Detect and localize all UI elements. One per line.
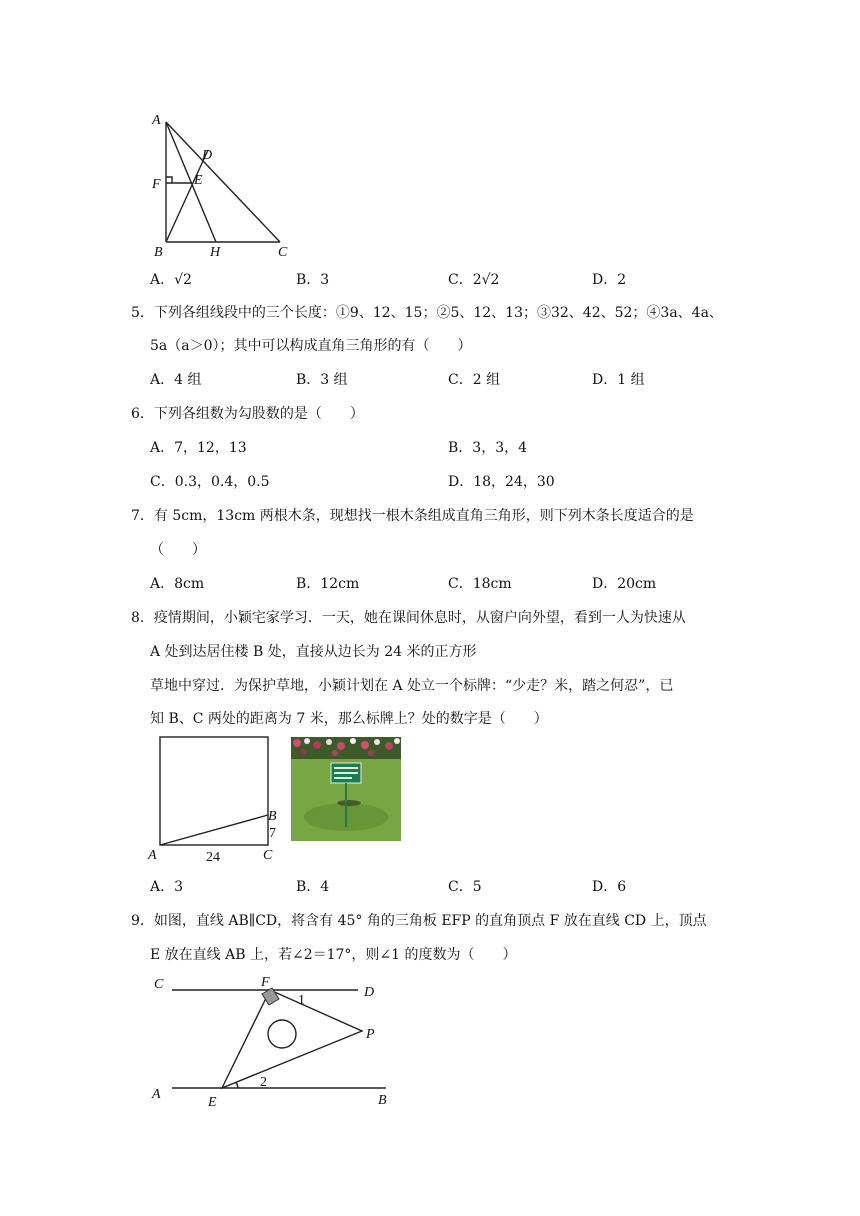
q4-label-D: D bbox=[202, 148, 213, 163]
q6-option-c[interactable]: C．0.3，0.4，0.5 bbox=[150, 474, 270, 490]
q8-label-B: B bbox=[268, 809, 277, 824]
q9-angle-1: 1 bbox=[298, 993, 305, 1008]
q8-stem-line2: A 处到达居住楼 B 处，直接从边长为 24 米的正方形 bbox=[150, 644, 477, 660]
q5-option-a[interactable]: A．4 组 bbox=[150, 372, 202, 388]
q8-option-d[interactable]: D．6 bbox=[592, 879, 627, 895]
q9-label-A: A bbox=[152, 1087, 161, 1102]
q9-label-P: P bbox=[366, 1027, 375, 1042]
q4-option-b[interactable]: B．3 bbox=[296, 272, 330, 288]
q8-stem-line1: 8．疫情期间，小颖宅家学习．一天，她在课间休息时，从窗户向外望，看到一人为快速从 bbox=[131, 610, 686, 626]
q4-option-a[interactable]: A．√2 bbox=[150, 272, 192, 288]
q9-label-C: C bbox=[154, 977, 164, 992]
q8-option-c[interactable]: C．5 bbox=[448, 879, 482, 895]
q4-label-H: H bbox=[210, 245, 221, 260]
q7-option-a[interactable]: A．8cm bbox=[150, 576, 205, 592]
q5-option-d[interactable]: D．1 组 bbox=[592, 372, 645, 388]
q9-figure bbox=[148, 970, 396, 1108]
q9-stem-line1: 9．如图，直线 AB∥CD，将含有 45° 角的三角板 EFP 的直角顶点 F 放在直线 CD 上，顶点 bbox=[131, 913, 707, 929]
q4-label-E: E bbox=[194, 173, 203, 188]
q4-label-F: F bbox=[152, 177, 161, 192]
q6-option-b[interactable]: B．3，3，4 bbox=[448, 440, 528, 456]
q8-option-a[interactable]: A．3 bbox=[150, 879, 184, 895]
q4-label-B: B bbox=[154, 245, 163, 260]
q7-stem-line1: 7．有 5cm，13cm 两根木条，现想找一根木条组成直角三角形，则下列木条长度适合的是 bbox=[131, 508, 694, 524]
q6-stem: 6．下列各组数为勾股数的是（ ） bbox=[131, 406, 364, 422]
q5-option-b[interactable]: B．3 组 bbox=[296, 372, 348, 388]
q7-option-c[interactable]: C．18cm bbox=[448, 576, 512, 592]
q4-label-C: C bbox=[278, 245, 288, 260]
q8-square-figure bbox=[146, 733, 286, 865]
q8-option-b[interactable]: B．4 bbox=[296, 879, 330, 895]
q4-label-A: A bbox=[152, 113, 161, 128]
q8-length-ac: 24 bbox=[206, 850, 220, 865]
q9-label-D: D bbox=[364, 985, 375, 1000]
q4-figure bbox=[146, 110, 296, 260]
q9-label-E: E bbox=[208, 1095, 217, 1108]
q8-label-A: A bbox=[148, 848, 157, 863]
q6-option-d[interactable]: D．18，24，30 bbox=[448, 474, 555, 490]
q4-option-c[interactable]: C．2√2 bbox=[448, 272, 500, 288]
q9-stem-line2: E 放在直线 AB 上，若∠2＝17°，则∠1 的度数为（ ） bbox=[150, 947, 517, 963]
q8-length-bc: 7 bbox=[269, 826, 276, 841]
q6-option-a[interactable]: A．7，12，13 bbox=[150, 440, 247, 456]
q8-label-C: C bbox=[263, 848, 273, 863]
q5-option-c[interactable]: C．2 组 bbox=[448, 372, 501, 388]
q8-stem-line4: 知 B、C 两处的距离为 7 米，那么标牌上？处的数字是（ ） bbox=[150, 711, 548, 727]
q9-angle-2: 2 bbox=[260, 1075, 267, 1090]
q8-sign-photo bbox=[291, 737, 401, 841]
q9-label-F: F bbox=[261, 975, 270, 990]
q9-label-B: B bbox=[378, 1093, 387, 1108]
q7-option-d[interactable]: D．20cm bbox=[592, 576, 657, 592]
q7-stem-line2: （ ） bbox=[150, 542, 206, 558]
q5-stem-line2: 5a（a＞0）；其中可以构成直角三角形的有（ ） bbox=[150, 338, 472, 354]
q8-stem-line3: 草地中穿过．为保护草地，小颖计划在 A 处立一个标牌：“少走？米，踏之何忍”，已 bbox=[150, 678, 674, 694]
q5-stem-line1: 5．下列各组线段中的三个长度：①9、12、15；②5、12、13；③32、42、52；④3a、4a、 bbox=[131, 305, 723, 321]
q7-option-b[interactable]: B．12cm bbox=[296, 576, 360, 592]
q4-option-d[interactable]: D．2 bbox=[592, 272, 627, 288]
